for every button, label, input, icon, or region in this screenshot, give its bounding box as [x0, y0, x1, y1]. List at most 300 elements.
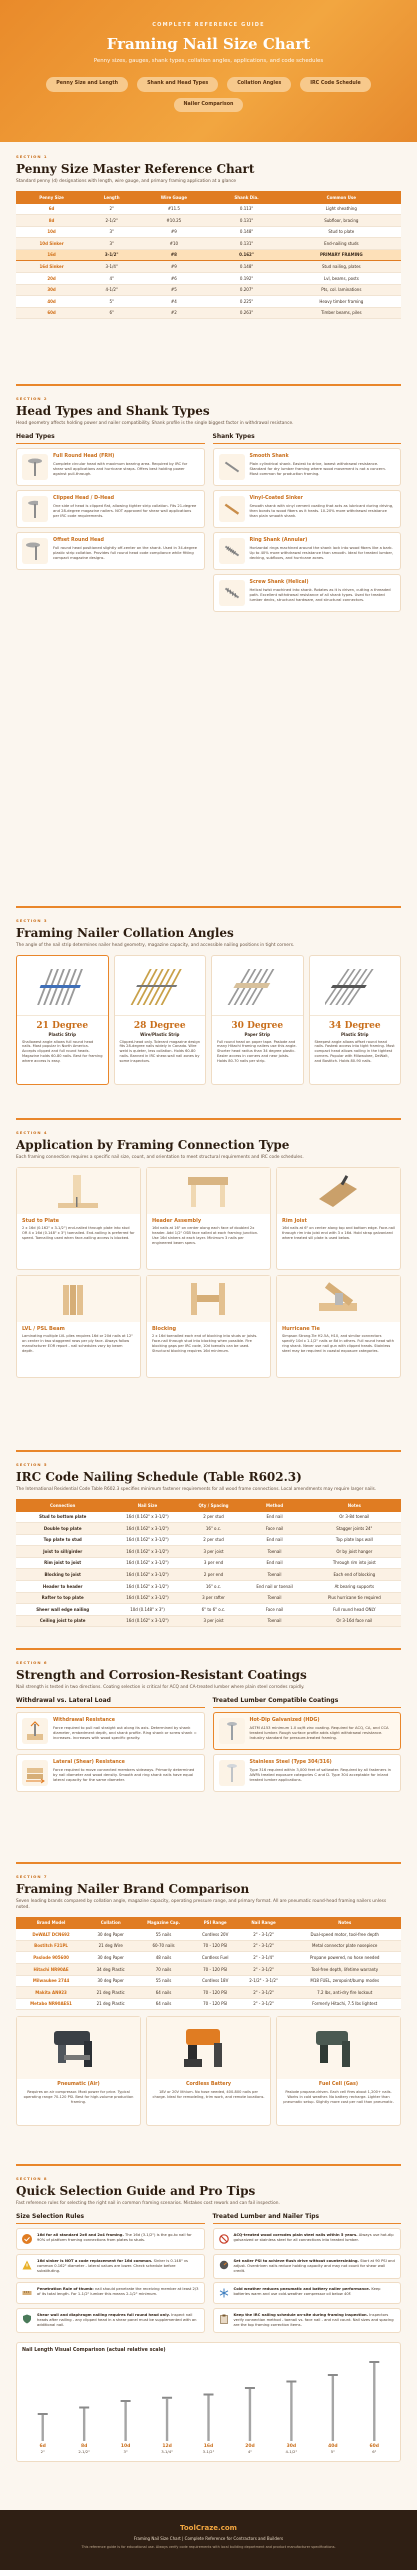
section-title: Penny Size Master Reference Chart: [16, 162, 255, 177]
table-row: [16, 307, 401, 319]
table-row: [16, 1569, 401, 1581]
table-cell: Toenail: [241, 1569, 307, 1581]
table-cell: 0.162": [211, 249, 281, 261]
table-row: [16, 1557, 401, 1569]
nail-label: 8d: [80, 2443, 88, 2449]
card-title: Offset Round Head: [53, 538, 104, 544]
table-cell: 16d (0.162" x 3-1/2"): [109, 1523, 185, 1535]
hero-eyebrow: COMPLETE REFERENCE GUIDE: [152, 22, 265, 28]
table-cell: End-nailing studs: [282, 238, 401, 250]
hurricane-tie-icon: [277, 1276, 400, 1322]
table-cell: 2-1/2" - 3-1/2": [239, 1975, 289, 1987]
table-cell: 3 per end: [186, 1557, 242, 1569]
section-title: Framing Nailer Collation Angles: [16, 926, 234, 941]
table-cell: Stud to bottom plate: [16, 1512, 109, 1523]
angle-degree: 21 Degree: [36, 1021, 89, 1032]
table-row: [16, 1523, 401, 1535]
table-cell: Face nail: [241, 1523, 307, 1535]
table-cell: 10d Sinker: [16, 238, 87, 250]
shank-card: [213, 574, 402, 612]
card-desc: 16d nails at 16" on center along each face of doubled 2x header. Add 1/2" OSB face nailed at each framing junction. Use 16d sinkers at each layer. Minimum 3 nails per engineered beam specs.: [151, 1226, 259, 1245]
nav-button-irc[interactable]: IRC Code Schedule: [300, 77, 371, 91]
section-title: Application by Framing Connection Type: [16, 1138, 290, 1153]
table-cell: 0.113": [211, 204, 281, 215]
table-row: [16, 1592, 401, 1604]
table-cell: 16d (0.162" x 3-1/2"): [109, 1546, 185, 1558]
nail-label: 16d: [203, 2443, 214, 2449]
section-lead: The International Residential Code Table R602.3 specifies minimum fastener requirements for all wood frame connections. Local amendments may require larger nails.: [16, 1487, 377, 1493]
nail-size-label: 3-1/4": [161, 2448, 173, 2454]
nail-length-bar: [38, 2413, 48, 2454]
card-title: Blocking: [151, 1326, 177, 1333]
table-cell: #11.5: [136, 204, 211, 215]
table-cell: Blocking to joist: [16, 1569, 109, 1581]
nail-length-bar: [369, 2361, 379, 2454]
table-row: [16, 238, 401, 250]
table-cell: #2: [136, 307, 211, 319]
table-row: [16, 1964, 401, 1976]
table-cell: 0.263": [211, 307, 281, 319]
table-cell: Sheer wall edge nailing: [16, 1604, 109, 1616]
card-title: Clipped Head / D-Head: [53, 496, 115, 502]
table-cell: Rim joist to joist: [16, 1557, 109, 1569]
table-cell: #6: [136, 272, 211, 284]
table-header: Collation: [86, 1917, 135, 1929]
card-desc: Force required to move connected members sideways. Primarily determined by nail diameter and wood density. Smooth and ring shank nails have equal lateral capacity for the same diameter.: [53, 1768, 195, 1783]
table-row: [16, 1929, 401, 1940]
withdrawal-icon: [22, 1718, 48, 1744]
table-cell: 6" to 6" o.c.: [186, 1604, 242, 1616]
tip-bold: Set nailer PSI to achieve flush drive without countersinking.: [233, 2258, 359, 2263]
column-title: Treated Lumber Compatible Coatings: [213, 1697, 402, 1708]
table-cell: End nail: [241, 1534, 307, 1546]
head-card: [16, 532, 205, 570]
table-cell: M18 FUEL, zeropoint/bump modes: [288, 1975, 401, 1987]
angle-degree: 28 Degree: [133, 1021, 186, 1032]
shank-card: [213, 448, 402, 486]
table-row: [16, 296, 401, 308]
table-cell: 21 deg Plastic: [86, 1998, 135, 2010]
table-cell: 3": [87, 238, 136, 250]
table-cell: 10d (0.148" x 3"): [109, 1604, 185, 1616]
tip-text: Always use hot-dip galvanized or stainless steel for all connections into treated lumber.: [233, 2233, 394, 2243]
nail-label: 40d: [328, 2443, 338, 2449]
screw-shank-icon: [219, 580, 245, 606]
table-cell: Formerly Hitachi, 7.5 lbs lightest: [288, 1998, 401, 2010]
clipboard-icon: [218, 2313, 230, 2325]
table-header: Brand Model: [16, 1917, 86, 1929]
section-tag: SECTION 5: [16, 1462, 48, 1467]
table-header: Qty / Spacing: [186, 1499, 242, 1511]
gauge-icon: [218, 2259, 230, 2271]
table-row: [16, 1975, 401, 1987]
table-cell: 16d (0.162" x 3-1/2"): [109, 1569, 185, 1581]
nail-length-bar: [121, 2400, 131, 2454]
table-cell: 30d: [16, 284, 87, 296]
card-title: LVL / PSL Beam: [22, 1326, 65, 1333]
section-tag: SECTION 6: [16, 1660, 48, 1665]
nav-button-shank[interactable]: Shank and Head Types: [137, 77, 218, 91]
cordless-nailer-icon: [147, 2017, 270, 2079]
section-title: Strength and Corrosion-Resistant Coatings: [16, 1668, 307, 1683]
table-cell: 16d: [16, 249, 87, 261]
table-cell: End nail: [241, 1512, 307, 1523]
strength-card: [16, 1754, 205, 1792]
no-sign-icon: [218, 2233, 230, 2245]
column-title: Head Types: [16, 433, 205, 444]
vinyl-shank-icon: [219, 496, 245, 522]
table-cell: Makita AN923: [16, 1987, 86, 1999]
table-cell: 70 - 120 PSI: [192, 1940, 239, 1952]
card-title: Hot-Dip Galvanized (HDG): [249, 1718, 320, 1724]
tip-item: [16, 2254, 205, 2279]
lateral-load-icon: [22, 1760, 48, 1786]
section-lead: Each framing connection requires a specific nail size, count, and orientation to meet structural requirements and IRC code schedules.: [16, 1155, 304, 1161]
card-desc: Simpson Strong-Tie H2.5A, H10, and similar connectors specify 10d x 1-1/2" nails or 8d in others. Full round head with ring shank. Never use nail gun with clipped heads. Stainless steel may be required in coastal exposure categories.: [281, 1334, 394, 1353]
section-title: Quick Selection Guide and Pro Tips: [16, 2184, 256, 2199]
table-header: PSI Range: [192, 1917, 239, 1929]
fuel-cell-nailer-icon: [277, 2017, 400, 2079]
table-cell: 2 per stud: [186, 1534, 242, 1546]
table-cell: Face nail: [241, 1604, 307, 1616]
table-cell: 2-1/2": [87, 215, 136, 227]
section-lead: Nail strength is tested in two directions. Coating selection is critical for ACQ and CA-treated lumber where plain steel corrodes rapidly.: [16, 1685, 305, 1691]
section-tag: SECTION 2: [16, 396, 48, 401]
table-cell: 0.225": [211, 296, 281, 308]
table-cell: 5": [87, 296, 136, 308]
smooth-shank-icon: [219, 454, 245, 480]
page-footer: [0, 2510, 417, 2570]
table-cell: Top plate laps wall: [308, 1534, 401, 1546]
table-row: [16, 215, 401, 227]
card-title: Vinyl-Coated Sinker: [249, 496, 303, 502]
angle-desc: Steepest angle allows offset round head nails. Fastest access into tight framing. Most compact head allows nailing in the tightest corners. Popular with Milwaukee, DeWalt, and Bostitch. Holds 80-90 nails.: [314, 1039, 395, 1064]
card-title: Ring Shank (Annular): [249, 538, 308, 544]
section-lead: Standard penny (d) designations with length, wire gauge, and primary framing application at a glance: [16, 179, 237, 185]
nailer-type-card: [276, 2016, 401, 2126]
pneumatic-nailer-icon: [17, 2017, 140, 2079]
nailer-type-card: [146, 2016, 271, 2126]
table-row: [16, 1987, 401, 1999]
table-cell: Milwaukee 2744: [16, 1975, 86, 1987]
table-cell: 30 deg Paper: [86, 1929, 135, 1940]
tip-text: The 16d (3-1/2") is the go-to nail for 90% of platform framing connections from plates to studs.: [37, 2233, 192, 2243]
table-cell: End nail: [241, 1557, 307, 1569]
card-title: Rim Joist: [281, 1218, 307, 1225]
table-cell: 34 deg Plastic: [86, 1964, 135, 1976]
table-cell: Subfloor, bracing: [282, 215, 401, 227]
nail-size-label: 4": [247, 2448, 253, 2454]
table-cell: Tool-free depth, lifetime warranty: [288, 1964, 401, 1976]
table-row: [16, 1512, 401, 1523]
section-tag: SECTION 8: [16, 2176, 48, 2181]
table-cell: 2" - 3-1/2": [239, 1929, 289, 1940]
nail-label: 30d: [286, 2443, 297, 2449]
card-desc: Helical twist machined into shank. Rotates as it is driven, cutting a threaded path. Excellent withdrawal resistance of all shank types. Used for treated lumber decks, structural hardware, and structural connectors.: [249, 588, 391, 603]
page-title: Framing Nail Size Chart: [106, 34, 311, 53]
angle-card-21: [16, 955, 109, 1085]
nail-label: 12d: [162, 2443, 172, 2449]
strength-card: [16, 1712, 205, 1750]
nail-strip-28-icon: [115, 956, 206, 1016]
section-title: Head Types and Shank Types: [16, 404, 210, 419]
nail-size-label: 2-1/2": [78, 2448, 90, 2454]
angle-type: Plastic Strip: [48, 1032, 76, 1038]
table-cell: 3 per joist: [186, 1615, 242, 1627]
shank-types-column: [213, 433, 402, 616]
table-cell: 70 - 120 PSI: [192, 1998, 239, 2010]
coating-card: [213, 1754, 402, 1792]
section-title: Framing Nailer Brand Comparison: [16, 1882, 250, 1897]
comparison-title: Nail Length Visual Comparison (actual relative scale): [22, 2348, 166, 2354]
head-card: [16, 490, 205, 528]
table-cell: Joist to sill/girder: [16, 1546, 109, 1558]
nav-button-nailer[interactable]: Nailer Comparison: [174, 98, 244, 112]
hero-subtitle: Penny sizes, gauges, shank types, collation angles, applications, and code schedules: [93, 58, 324, 64]
table-row: [16, 1615, 401, 1627]
galvanized-nail-icon: [219, 1718, 245, 1744]
table-cell: 3 per rafter: [186, 1592, 242, 1604]
angle-desc: Clipped-head only. Tolerant magazine design fits 28-degree nails widely in Canada. Wire weld is quieter, less collation. Holds 60-80 nails. Banned in IRC shear-wall nail zones by some inspectors.: [119, 1039, 200, 1064]
table-cell: 3 per joist: [186, 1546, 242, 1558]
table-cell: Cordless 18V: [192, 1975, 239, 1987]
nail-label: 20d: [245, 2443, 255, 2449]
nail-size-label: 2": [40, 2448, 45, 2454]
table-cell: #5: [136, 284, 211, 296]
offset-head-nail-icon: [22, 538, 48, 564]
card-desc: 18V or 20V lithium. No hose needed, 400-800 nails per charge. Ideal for remodeling, trim work, and remote locations.: [152, 2090, 265, 2100]
table-header: Connection: [16, 1499, 109, 1511]
nail-size-label: 6": [372, 2448, 377, 2454]
table-cell: Pts, col. laminations: [282, 284, 401, 296]
angle-type: Wire/Plastic Strip: [140, 1032, 180, 1038]
table-cell: 6d: [16, 204, 87, 215]
card-title: Lateral (Shear) Resistance: [53, 1760, 125, 1766]
table-cell: 0.148": [211, 261, 281, 273]
tip-text: nail should penetrate the receiving member at least 2/3 of its total length. For 1-1/2" lumber this means 2-1/2" minimum.: [37, 2287, 199, 2297]
tip-item: [213, 2254, 402, 2279]
angle-degree: 30 Degree: [231, 1021, 284, 1032]
table-row: [16, 1940, 401, 1952]
nail-length-comparison: [16, 2342, 401, 2462]
section-lead: The angle of the nail strip determines nailer head geometry, magazine capacity, and accessible nailing positions in tight corners.: [16, 943, 295, 949]
table-cell: 3-1/2": [87, 249, 136, 261]
card-desc: ASTM A153 minimum 1.0 oz/ft zinc coating. Required for ACQ, CA, and CCA treated lumber. Rough surface profile adds slight withdrawal resistance. Industry standard for pressure-treated framing.: [249, 1726, 389, 1741]
table-cell: Cordless Fuel: [192, 1952, 239, 1964]
nail-strip-34-icon: [310, 956, 401, 1016]
card-desc: Laminating multiple LVL plies requires 16d or 20d nails at 12" on center in two staggered rows per ply face. Always follow manufacturer EOR report - nail schedules vary by beam depth.: [22, 1334, 133, 1353]
application-card: [146, 1275, 271, 1378]
table-cell: 16d (0.162" x 3-1/2"): [109, 1592, 185, 1604]
check-icon: [21, 2233, 33, 2245]
card-title: Screw Shank (Helical): [249, 580, 309, 586]
table-cell: 16d (0.162" x 3-1/2"): [109, 1512, 185, 1523]
nail-size-label: 4-1/2": [285, 2448, 298, 2454]
tip-item: [213, 2228, 402, 2250]
table-cell: 16d (0.162" x 3-1/2"): [109, 1615, 185, 1627]
column-title: Shank Types: [213, 433, 402, 444]
table-header: Nail Range: [239, 1917, 289, 1929]
table-cell: 0.192": [211, 272, 281, 284]
card-desc: Complete circular head with maximum bearing area. Required by IRC for shear wall applications and hurricane straps. Offers best holding power against pull-through.: [53, 462, 188, 477]
table-header: Notes: [288, 1917, 401, 1929]
nail-size-label: 5": [330, 2448, 335, 2454]
table-cell: Lvl, beams, posts: [282, 272, 401, 284]
table-cell: 16d (0.162" x 3-1/2"): [109, 1534, 185, 1546]
card-title: Full Round Head (FRH): [53, 454, 115, 460]
table-cell: 64 nails: [135, 1987, 192, 1999]
application-card: [16, 1275, 141, 1378]
table-header: Length: [87, 191, 136, 203]
header-assembly-icon: [147, 1168, 270, 1214]
table-cell: Stagger joints 24": [308, 1523, 401, 1535]
table-cell: 21 deg Wire: [86, 1940, 135, 1952]
tip-bold: 16d sinker is NOT a code replacement for 16d common.: [37, 2258, 153, 2263]
nail-label: 60d: [369, 2443, 380, 2449]
table-row: [16, 284, 401, 296]
ruler-icon: [21, 2287, 33, 2299]
table-row: [16, 249, 401, 261]
card-desc: Force required to pull nail straight out along its axis. Determined by shank diameter, embedment depth, and shank profile. Ring shank or screw shank = increases. Increases with wood specific gravity.: [53, 1726, 197, 1741]
tip-item: [16, 2228, 205, 2250]
tip-bold: Shear wall and diaphragm nailing requires full round head only.: [37, 2312, 170, 2317]
card-desc: Plain cylindrical shank. Easiest to drive, lowest withdrawal resistance. Standard for dry lumber framing where wood movement is not a concern. Most common for production framing.: [249, 462, 386, 477]
tip-bold: 16d for all standard 2x6 and 2x4 framing.: [37, 2233, 124, 2238]
table-cell: 0.207": [211, 284, 281, 296]
table-cell: Metabo NR90AES1: [16, 1998, 86, 2010]
footer-disclaimer: This reference guide is for educational use. Always verify code requirements with local building department and product manufacturer specifications.: [81, 2544, 336, 2549]
angle-desc: Full round head on paper tape. Paslode and many Hitachi framing nailers use this angle. Shorter head radius than 34 degree plastic. Easier access in corners and near joists. Holds 80-70 nails per strip.: [217, 1039, 297, 1064]
tip-text: Sinker is 0.148" vs common 0.162" diameter - lateral values are lower. Check schedule before substituting.: [37, 2258, 188, 2273]
table-cell: Or by joist hanger: [308, 1546, 401, 1558]
table-cell: Hitachi NR90AE: [16, 1964, 86, 1976]
section-coatings: [0, 1650, 417, 1862]
card-desc: 2 x 16d toenailed each end of blocking into studs or joists. Face-nail through stud into blocking when possible. Fire blocking gaps per IRC code, 10d toenails can be used. Structural blocking requires 16d minimum.: [151, 1334, 258, 1353]
section-lead: Fast reference rules for selecting the right nail in common framing scenarios. Mistakes cost rework and can fail inspection.: [16, 2201, 280, 2207]
card-desc: Type 316 required within 3,000 feet of saltwater. Required by all fasteners in AWPA treated exposure categories C and D. Type 304 acceptable for inland treated lumber applications.: [249, 1768, 391, 1783]
nav-button-collation[interactable]: Collation Angles: [227, 77, 291, 91]
table-cell: End nail or toenail: [241, 1580, 307, 1592]
card-desc: Requires an air compressor. Most power for price. Typical operating range 70-120 PSI. Best for high-volume production framing.: [23, 2090, 134, 2104]
table-cell: 10d: [16, 226, 87, 238]
table-cell: 30 deg Paper: [86, 1975, 135, 1987]
shield-icon: [21, 2313, 33, 2325]
table-cell: 30 deg Paper: [86, 1952, 135, 1964]
table-cell: 55 nails: [135, 1975, 192, 1987]
stud-plate-icon: [17, 1168, 140, 1214]
card-desc: One side of head is clipped flat, allowing tighter strip collation. Fits 21-degree and 28-degree magazine nailers. NOT approved for shear wall applications per IRC code requirements.: [53, 504, 197, 519]
table-cell: Full round head ONLY: [308, 1604, 401, 1616]
snowflake-icon: [218, 2287, 230, 2299]
table-cell: 2" - 3-1/2": [239, 1987, 289, 1999]
table-row: [16, 1998, 401, 2010]
card-desc: 2 x 16d (0.162" x 3-1/2") end-nailed through plate into stud OR 4 x 16d (0.148" x 3") toenailed. End-nailing is preferred for speed. Toenailing used when face-nailing access is blocked.: [22, 1226, 135, 1241]
tip-item: [16, 2282, 205, 2304]
clipped-head-nail-icon: [22, 496, 48, 522]
head-types-column: [16, 433, 205, 616]
table-cell: 64 nails: [135, 1998, 192, 2010]
table-cell: 6": [87, 307, 136, 319]
table-cell: 3-1/4": [87, 261, 136, 273]
table-cell: 16d Sinker: [16, 261, 87, 273]
section-brand-comparison: [0, 1864, 417, 2164]
tip-item: [213, 2282, 402, 2304]
table-cell: 16" o.c.: [186, 1523, 242, 1535]
angle-card-30: [211, 955, 304, 1085]
table-cell: Toenail: [241, 1615, 307, 1627]
table-cell: 48 nails: [135, 1952, 192, 1964]
table-cell: Light sheathing: [282, 204, 401, 215]
section-lead: Seven leading brands compared by collation angle, magazine capacity, operating pressure range, and primary format. All are pneumatic round-head framing nailers unless noted.: [16, 1899, 387, 1911]
angle-card-34: [309, 955, 402, 1085]
table-cell: Top plate to stud: [16, 1534, 109, 1546]
tip-bold: Penetration Rule of thumb:: [37, 2287, 94, 2292]
table-cell: 2" - 3-1/4": [239, 1952, 289, 1964]
section-tag: SECTION 4: [16, 1130, 48, 1135]
column-title: Treated Lumber and Nailer Tips: [213, 2213, 402, 2224]
table-header: Magazine Cap.: [135, 1917, 192, 1929]
table-cell: Rafter to top plate: [16, 1592, 109, 1604]
table-cell: Each end of blocking: [308, 1569, 401, 1581]
nail-size-label: 3": [123, 2448, 128, 2454]
table-cell: Dual-speed motor, tool-free depth: [288, 1929, 401, 1940]
warning-icon: [21, 2259, 33, 2271]
table-row: [16, 226, 401, 238]
table-cell: 16" o.c.: [186, 1580, 242, 1592]
nav-button-penny[interactable]: Penny Size and Length: [46, 77, 128, 91]
table-cell: Metal connector plate nosepiece: [288, 1940, 401, 1952]
angle-desc: Shallowest angle allows full round head nails. Most popular in North America. Accepts clipped and full round heads. Magazine holds 60-80 nails. Best for framing where access is easy.: [22, 1039, 103, 1064]
nail-label: 10d: [120, 2443, 131, 2449]
section-tag: SECTION 7: [16, 1874, 48, 1879]
table-cell: 70 nails: [135, 1964, 192, 1976]
hero-nav: [0, 77, 417, 112]
table-cell: Heavy timber framing: [282, 296, 401, 308]
table-header: Notes: [308, 1499, 401, 1511]
card-title: Header Assembly: [151, 1218, 202, 1225]
table-header: Nail Size: [109, 1499, 185, 1511]
section-quick-guide: [0, 2166, 417, 2498]
head-card: [16, 448, 205, 486]
table-cell: 4-1/2": [87, 284, 136, 296]
table-row: [16, 1952, 401, 1964]
nail-length-bar: [78, 2406, 90, 2454]
footer-brand[interactable]: ToolCraze.com: [180, 2524, 237, 2532]
nail-length-bar: [161, 2396, 173, 2453]
table-cell: Toenail: [241, 1592, 307, 1604]
section-application: [0, 1120, 417, 1450]
table-cell: #10: [136, 238, 211, 250]
card-desc: Paslode propane-driven. Each cell fires about 1,200+ nails. Works in cold weather. No battery recharge. Lighter than pneumatic setup. Slightly more cost per nail than pneumatic.: [283, 2090, 394, 2104]
table-header: Wire Gauge: [136, 191, 211, 203]
table-row: [16, 1546, 401, 1558]
table-cell: Paslode 905600: [16, 1952, 86, 1964]
table-cell: 2 per stud: [186, 1512, 242, 1523]
table-cell: 0.148": [211, 226, 281, 238]
table-cell: #4: [136, 296, 211, 308]
card-title: Pneumatic (Air): [57, 2082, 100, 2088]
table-cell: 0.131": [211, 215, 281, 227]
section-lead: Head geometry affects holding power and nailer compatibility. Shank profile is the single biggest factor in withdrawal resistance.: [16, 421, 294, 427]
table-row: [16, 1580, 401, 1592]
nail-length-bar: [245, 2387, 255, 2454]
card-desc: Full round head positioned slightly off-center on the shank. Used in 34-degree plastic strip collation. Provides full round head code compliance while fitting compact magazine designs.: [53, 546, 197, 561]
table-cell: #10.25: [136, 215, 211, 227]
table-cell: PRIMARY FRAMING: [282, 249, 401, 261]
table-cell: 8d: [16, 215, 87, 227]
card-desc: Smooth shank with vinyl cement coating that acts as lubricant during driving, then bonds to wood fibers as it heats. 10-20% more withdrawal resistance than plain smooth shank.: [249, 504, 394, 519]
section-penny-size: [0, 142, 417, 384]
